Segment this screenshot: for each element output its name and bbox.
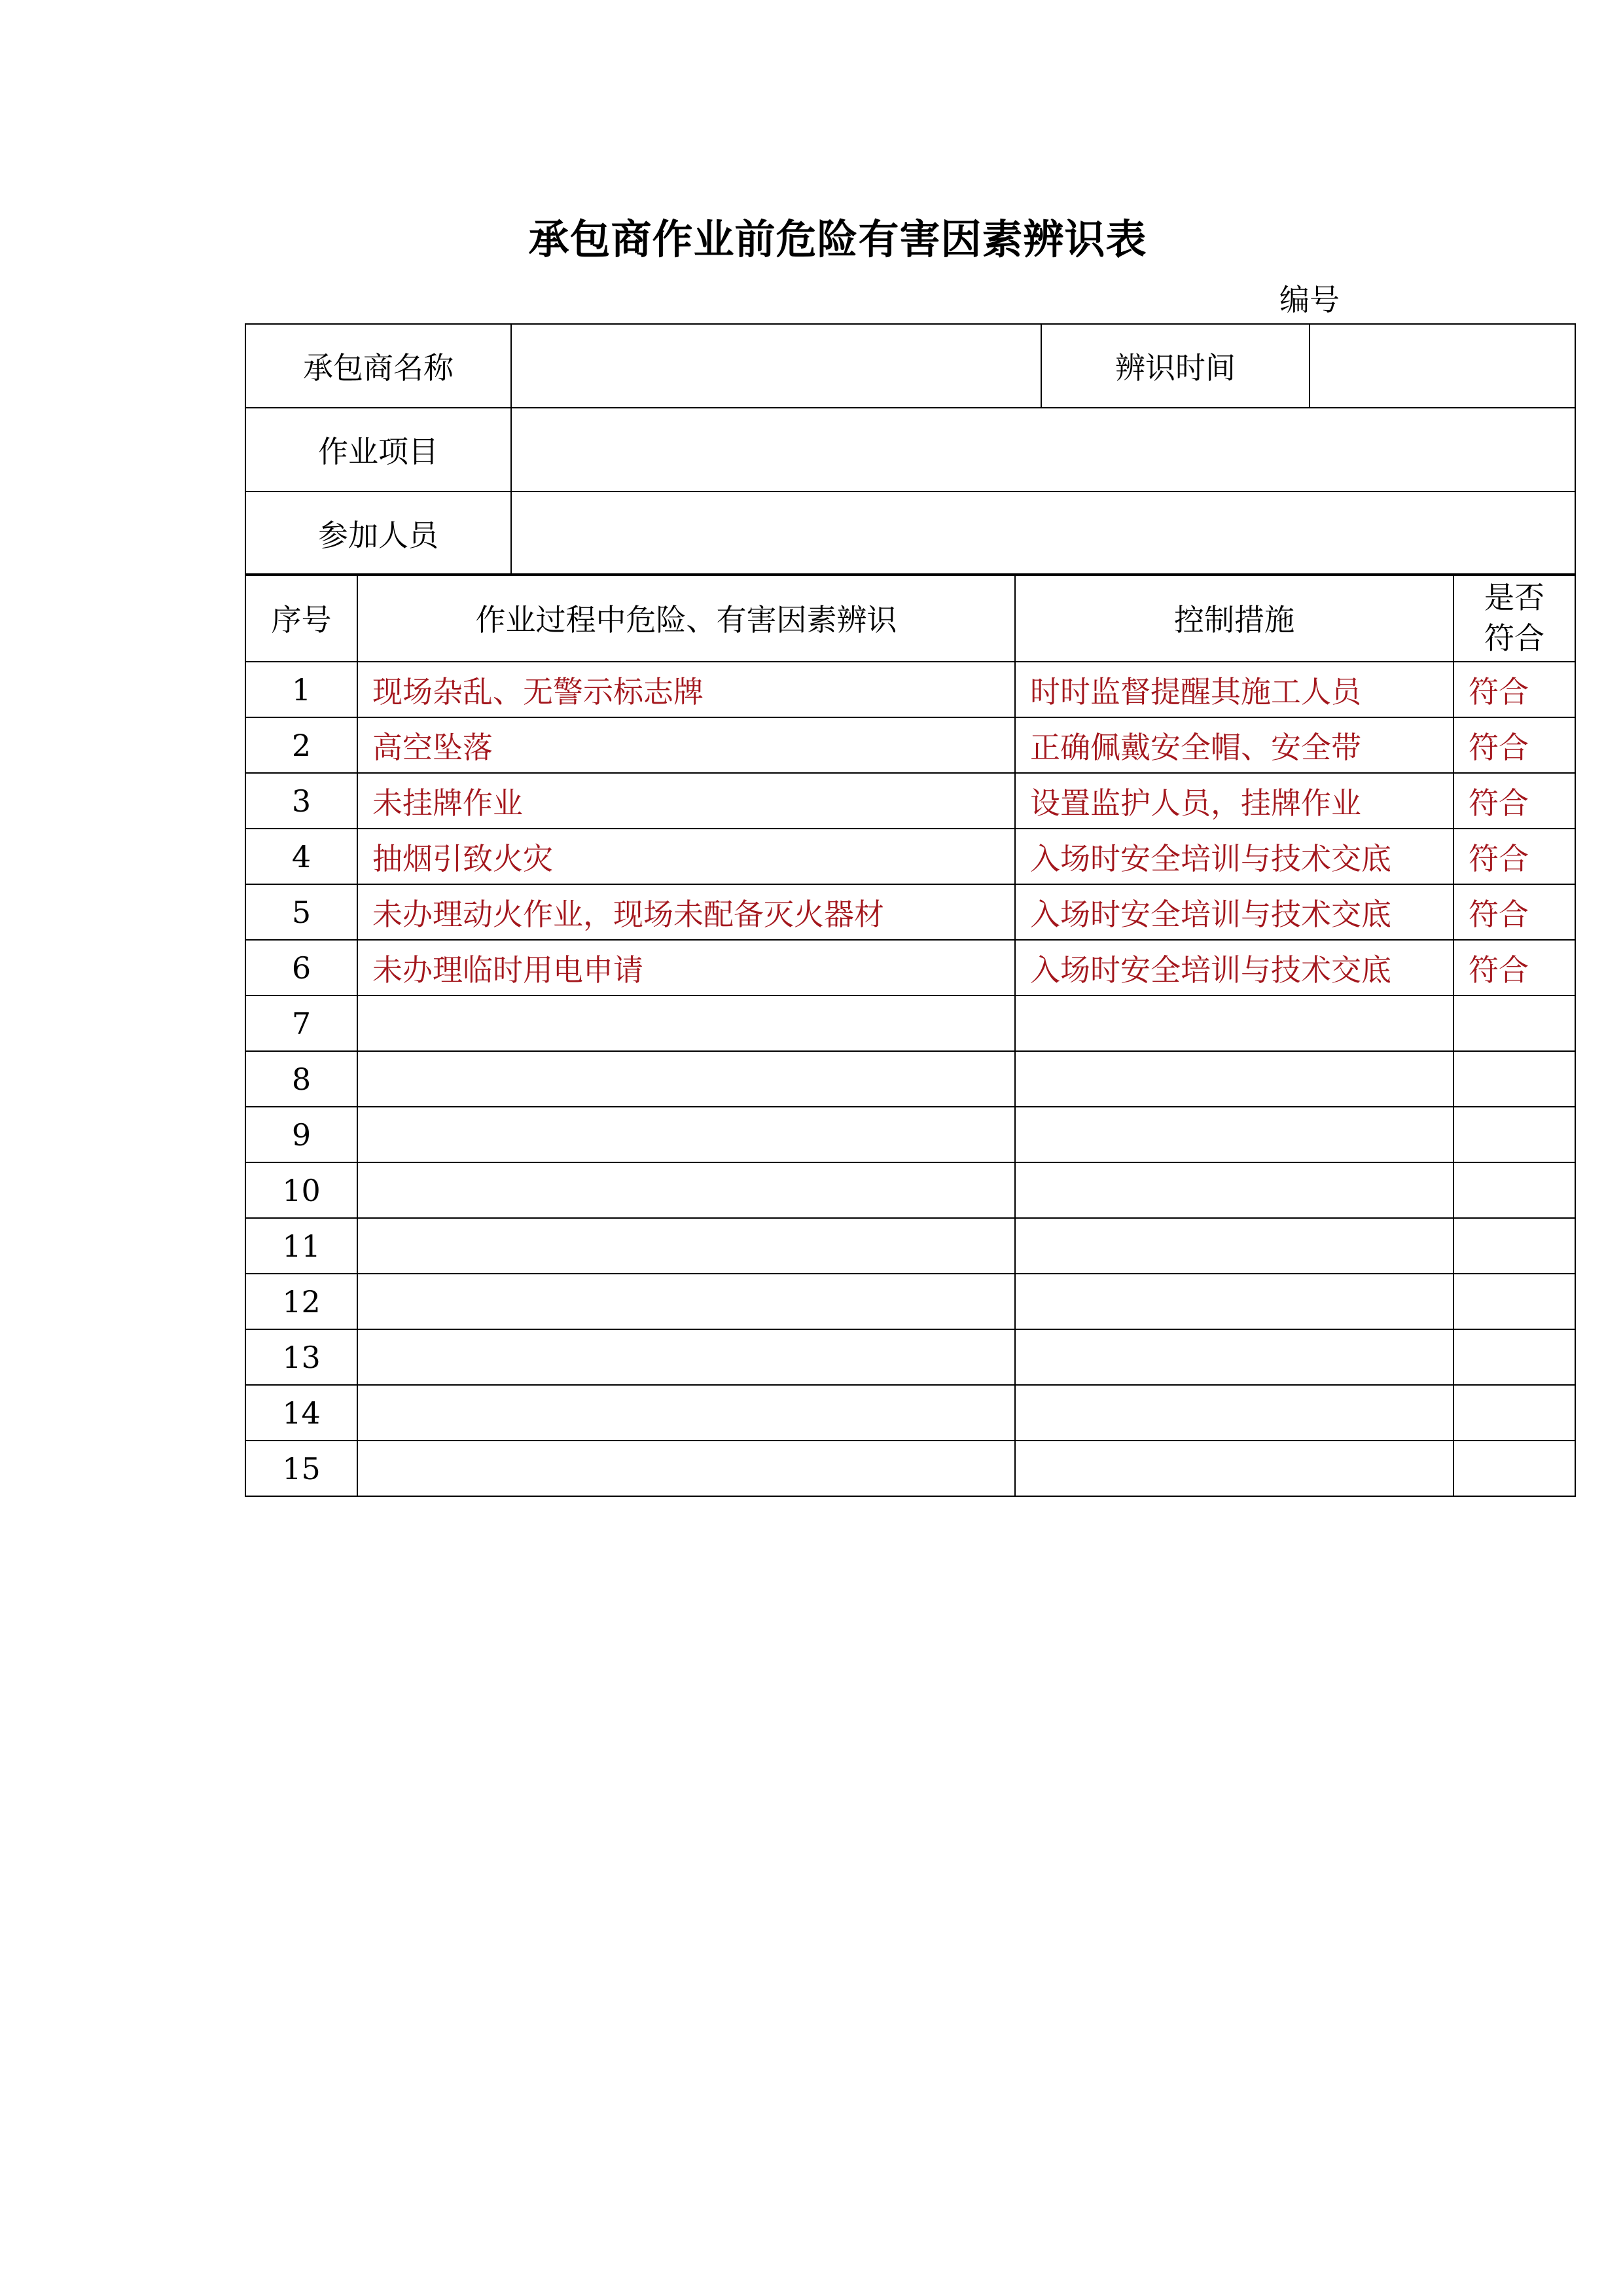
header-hazard: 作业过程中危险、有害因素辨识 [357,574,1015,662]
row-index: 10 [245,1162,357,1218]
table-row [245,829,1575,884]
row-hazard[interactable] [357,1329,1015,1385]
table-row [245,662,1575,717]
row-control[interactable] [1015,1329,1454,1385]
row-index: 14 [245,1385,357,1441]
row-index: 3 [245,773,357,829]
participants-field[interactable] [511,492,1575,575]
row-index: 12 [245,1274,357,1329]
info-row-contractor [245,324,1575,408]
row-index: 9 [245,1107,357,1162]
row-control[interactable] [1015,1162,1454,1218]
row-hazard[interactable]: 高空坠落 [357,717,1015,773]
identify-time-field[interactable] [1310,324,1575,408]
row-control[interactable] [1015,996,1454,1051]
table-row [245,1218,1575,1274]
row-control[interactable] [1015,1218,1454,1274]
header-control: 控制措施 [1015,574,1454,662]
row-index: 5 [245,884,357,940]
doc-number-label: 编号 [1279,282,1340,317]
row-conform[interactable] [1454,1107,1575,1162]
row-hazard[interactable] [357,996,1015,1051]
row-hazard[interactable]: 未办理动火作业，现场未配备灭火器材 [357,884,1015,940]
work-item-label: 作业项目 [245,408,511,492]
table-row [245,1162,1575,1218]
row-control[interactable]: 时时监督提醒其施工人员 [1015,662,1454,717]
row-conform[interactable] [1454,1051,1575,1107]
row-index: 15 [245,1441,357,1496]
row-control[interactable]: 入场时安全培训与技术交底 [1015,829,1454,884]
row-conform[interactable] [1454,1329,1575,1385]
row-index: 1 [245,662,357,717]
row-control[interactable] [1015,1107,1454,1162]
row-control[interactable]: 入场时安全培训与技术交底 [1015,884,1454,940]
row-control[interactable] [1015,1274,1454,1329]
table-row [245,1107,1575,1162]
identify-time-label: 辨识时间 [1041,324,1310,408]
row-conform[interactable] [1454,1218,1575,1274]
row-control[interactable] [1015,1385,1454,1441]
table-row [245,717,1575,773]
row-hazard[interactable]: 未挂牌作业 [357,773,1015,829]
row-hazard[interactable] [357,1162,1015,1218]
header-conform [1454,574,1575,662]
row-index: 11 [245,1218,357,1274]
work-item-field[interactable] [511,408,1575,492]
row-conform[interactable]: 符合 [1454,662,1575,717]
row-index: 7 [245,996,357,1051]
hazard-table-header [245,574,1575,662]
row-control[interactable]: 入场时安全培训与技术交底 [1015,940,1454,996]
row-hazard[interactable] [357,1051,1015,1107]
row-conform[interactable]: 符合 [1454,773,1575,829]
table-row [245,773,1575,829]
row-hazard[interactable]: 抽烟引致火灾 [357,829,1015,884]
info-row-participants [245,492,1575,575]
contractor-name-label: 承包商名称 [245,324,511,408]
row-index: 13 [245,1329,357,1385]
table-row [245,940,1575,996]
row-index: 2 [245,717,357,773]
row-conform[interactable] [1454,996,1575,1051]
row-control[interactable] [1015,1441,1454,1496]
row-hazard[interactable] [357,1218,1015,1274]
row-conform[interactable]: 符合 [1454,940,1575,996]
header-conform-line2: 符合 [1484,620,1544,656]
header-index: 序号 [245,574,357,662]
row-hazard[interactable] [357,1441,1015,1496]
info-row-work-item [245,408,1575,492]
row-conform[interactable]: 符合 [1454,829,1575,884]
participants-label: 参加人员 [245,492,511,575]
header-conform-line1: 是否 [1484,580,1544,615]
row-index: 8 [245,1051,357,1107]
row-index: 6 [245,940,357,996]
table-row [245,996,1575,1051]
row-conform[interactable] [1454,1162,1575,1218]
row-conform[interactable] [1454,1274,1575,1329]
page-title: 承包商作业前危险有害因素辨识表 [528,215,1147,263]
table-row [245,884,1575,940]
row-conform[interactable]: 符合 [1454,717,1575,773]
row-index: 4 [245,829,357,884]
row-hazard[interactable]: 现场杂乱、无警示标志牌 [357,662,1015,717]
table-row [245,1441,1575,1496]
table-row [245,1385,1575,1441]
row-conform[interactable]: 符合 [1454,884,1575,940]
row-control[interactable]: 设置监护人员，挂牌作业 [1015,773,1454,829]
table-row [245,1051,1575,1107]
info-table [245,323,1576,576]
table-row [245,1329,1575,1385]
row-hazard[interactable] [357,1274,1015,1329]
row-hazard[interactable] [357,1385,1015,1441]
table-row [245,1274,1575,1329]
hazard-table [245,573,1576,1497]
row-control[interactable]: 正确佩戴安全帽、安全带 [1015,717,1454,773]
row-control[interactable] [1015,1051,1454,1107]
row-conform[interactable] [1454,1385,1575,1441]
row-conform[interactable] [1454,1441,1575,1496]
contractor-name-field[interactable] [511,324,1041,408]
row-hazard[interactable]: 未办理临时用电申请 [357,940,1015,996]
row-hazard[interactable] [357,1107,1015,1162]
